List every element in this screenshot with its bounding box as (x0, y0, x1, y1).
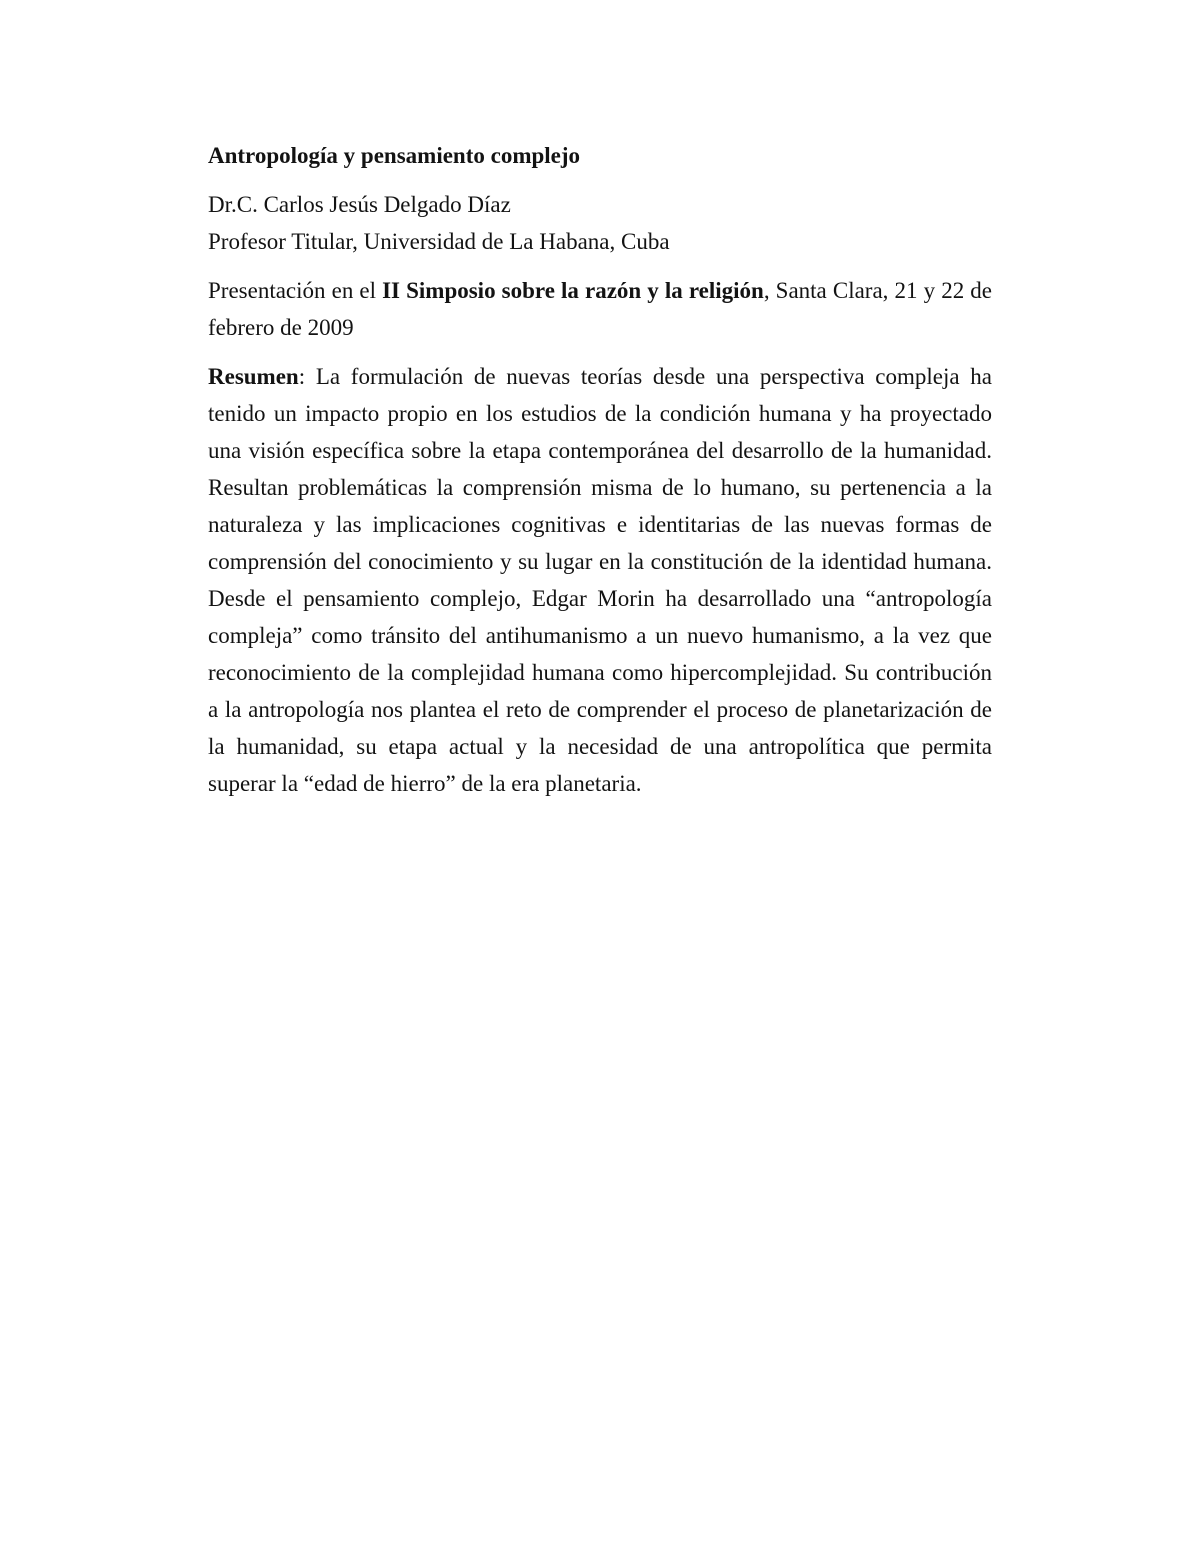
abstract-label: Resumen (208, 364, 299, 389)
page-content (208, 137, 992, 814)
abstract-paragraph (208, 358, 992, 802)
presentation-suffix: , Santa Clara, 21 y 22 de febrero de 2009 (208, 278, 992, 340)
author-block (208, 186, 992, 260)
presentation-line (208, 272, 992, 346)
presentation-event-name: II Simposio sobre la razón y la religión (382, 278, 764, 303)
presentation-prefix: Presentación en el (208, 278, 383, 303)
author-name: Dr.C. Carlos Jesús Delgado Díaz (208, 192, 511, 217)
abstract-text: : La formulación de nuevas teorías desde una perspectiva compleja ha tenido un impacto propio en los estudios de la condición humana y ha proyectado una visión específica sobre la etapa contemporánea del desarrollo de la humanidad. Resultan problemáticas la comprensión misma de lo humano, su pertenencia a la naturaleza y las implicaciones cognitivas e identitarias de las nuevas formas de comprensión del conocimiento y su lugar en la constitución de la identidad humana. Desde el pensamiento complejo, Edgar Morin ha desarrollado una “antropología compleja” como tránsito del antihumanismo a un nuevo humanismo, a la vez que reconocimiento de la complejidad humana como hipercomplejidad. Su contribución a la antropología nos plantea el reto de comprender el proceso de planetarización de la humanidad, su etapa actual y la necesidad de una antropolítica que permita superar la “edad de hierro” de la era planetaria. (208, 364, 992, 796)
author-affiliation: Profesor Titular, Universidad de La Habana, Cuba (208, 229, 670, 254)
document-title: Antropología y pensamiento complejo (208, 143, 581, 168)
